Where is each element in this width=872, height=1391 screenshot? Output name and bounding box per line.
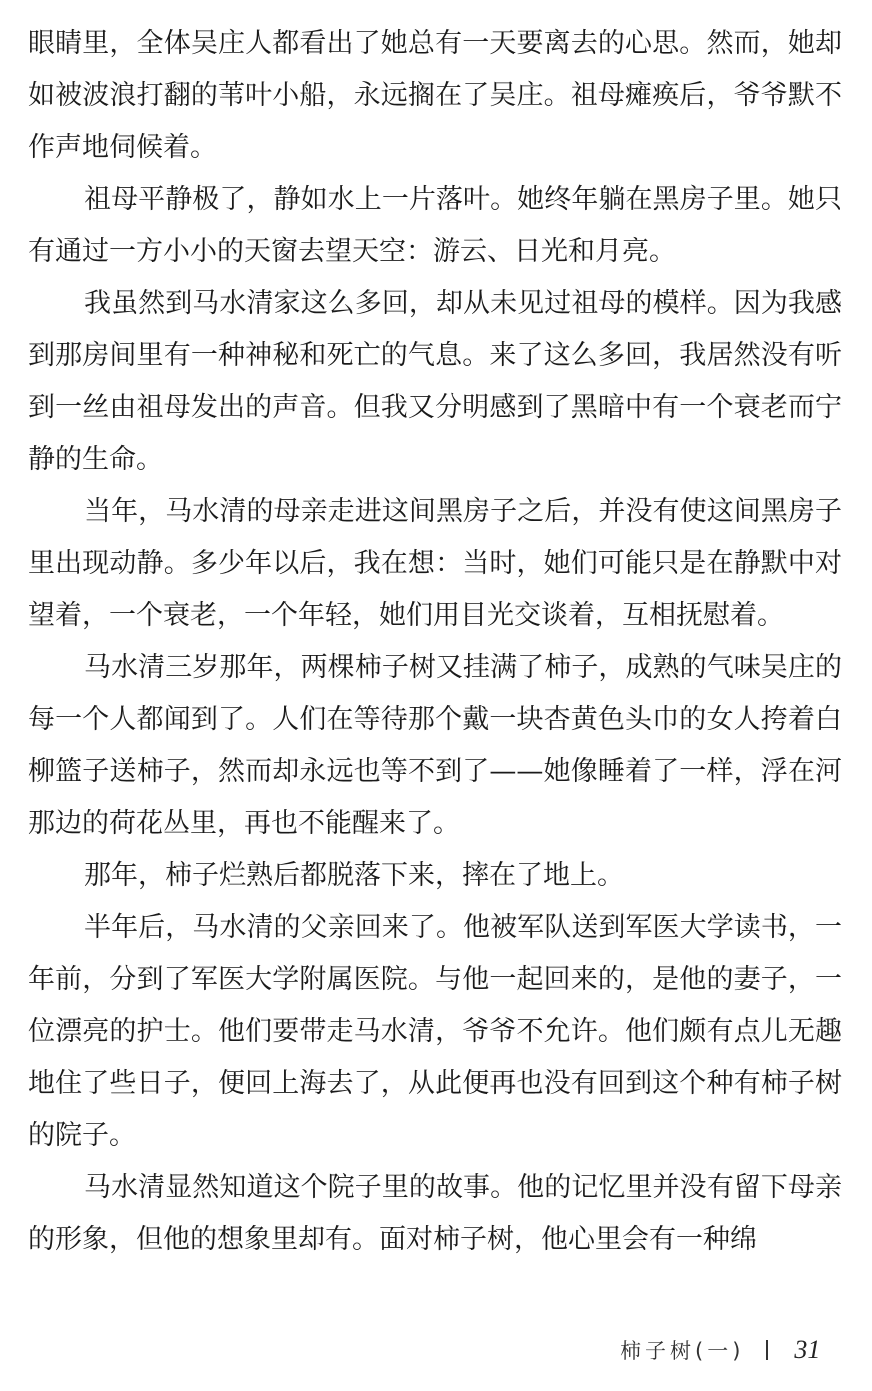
page-footer [620, 1330, 820, 1370]
paragraph-8: 马水清显然知道这个院子里的故事。他的记忆里并没有留下母亲的形象，但他的想象里却有。面对柿子树，他心里会有一种绵 [28, 1172, 842, 1255]
paragraph-4: 当年，马水清的母亲走进这间黑房子之后，并没有使这间黑房子里出现动静。多少年以后，我在想：当时，她们可能只是在静默中对望着，一个衰老，一个年轻，她们用目光交谈着，互相抚慰着。 [28, 496, 842, 631]
footer-divider [766, 1340, 768, 1360]
page-number: 31 [794, 1335, 821, 1364]
paragraph-3: 我虽然到马水清家这么多回，却从未见过祖母的模样。因为我感到那房间里有一种神秘和死亡的气息。来了这么多回，我居然没有听到一丝由祖母发出的声音。但我又分明感到了黑暗中有一个衰老而宁静的生命。 [28, 288, 842, 475]
paragraph-6: 那年，柿子烂熟后都脱落下来，摔在了地上。 [84, 860, 624, 891]
running-title: 柿子树(一) [620, 1339, 745, 1363]
paragraph-2: 祖母平静极了，静如水上一片落叶。她终年躺在黑房子里。她只有通过一方小小的天窗去望天空：游云、日光和月亮。 [28, 184, 842, 267]
paragraph-1: 眼睛里，全体吴庄人都看出了她总有一天要离去的心思。然而，她却如被波浪打翻的苇叶小船，永远搁在了吴庄。祖母瘫痪后，爷爷默不作声地伺候着。 [28, 28, 842, 163]
paragraph-5: 马水清三岁那年，两棵柿子树又挂满了柿子，成熟的气味吴庄的每一个人都闻到了。人们在等待那个戴一块杏黄色头巾的女人挎着白柳篮子送柿子，然而却永远也等不到了——她像睡着了一样，浮在河那边的荷花丛里，再也不能醒来了。 [28, 652, 842, 839]
page-body [28, 18, 842, 1266]
paragraph-7: 半年后，马水清的父亲回来了。他被军队送到军医大学读书，一年前，分到了军医大学附属医院。与他一起回来的，是他的妻子，一位漂亮的护士。他们要带走马水清，爷爷不允许。他们颇有点儿无趣地住了些日子，便回上海去了，从此便再也没有回到这个种有柿子树的院子。 [28, 912, 842, 1151]
